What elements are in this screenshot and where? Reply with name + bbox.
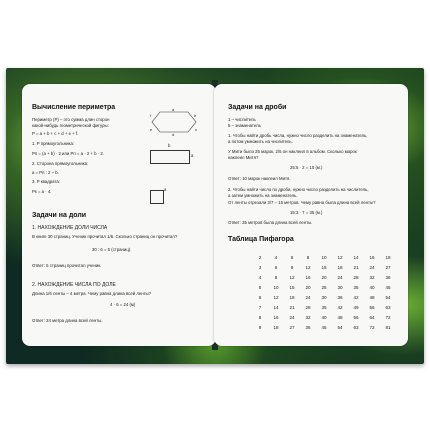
table-row (252, 292, 396, 302)
table-cell: 54 (385, 294, 391, 300)
table-cell: 28 (305, 304, 311, 310)
perimeter-line: 2. Сторона прямоугольника: (32, 161, 89, 166)
table-cell: 36 (337, 294, 343, 300)
table-cell: 20 (321, 274, 327, 280)
table-cell: 27 (385, 264, 391, 270)
fractions-rule: 1. Чтобы найти дробь числа, нужно число разделить на знаменатель, (228, 133, 368, 138)
table-cell: 4 (258, 274, 262, 280)
fractions-line: 5 – знаменатель (228, 123, 261, 128)
hex-label: d (172, 132, 175, 136)
hex-label: e (150, 127, 153, 132)
table-cell: 27 (289, 324, 295, 330)
table-cell: 30 (321, 294, 327, 300)
table-cell: 45 (385, 284, 391, 290)
perimeter-formula: Pк = a · 4. (32, 189, 52, 194)
table-cell: 21 (353, 264, 359, 270)
table-cell: 20 (305, 284, 311, 290)
pythagoras-table (252, 252, 396, 332)
table-row (252, 302, 396, 312)
table-cell: 56 (353, 314, 359, 320)
table-cell: 64 (369, 314, 375, 320)
square-figure (150, 187, 167, 204)
table-cell: 28 (353, 274, 359, 280)
table-cell: 32 (305, 314, 311, 320)
table-cell: 63 (353, 324, 359, 330)
perimeter-line: 1. P прямоугольника: (32, 141, 75, 146)
pythagoras-title: Таблица Пифагора (228, 236, 294, 243)
shares-solution: 30 : 6 = 5 (страниц). (92, 247, 132, 252)
table-cell: 30 (337, 284, 343, 290)
fractions-rule: 2. Чтобы найти число по дроби, нужно число разделить на числитель, (228, 187, 369, 192)
hex-label: a (172, 108, 175, 112)
table-cell: 7 (258, 304, 262, 310)
perimeter-line: какой-нибудь геометрической фигуры: (32, 123, 109, 128)
fractions-line: 1 – числитель (228, 117, 256, 122)
table-cell: 72 (385, 314, 391, 320)
table-cell: 24 (337, 274, 343, 280)
rectangle-figure (150, 150, 190, 164)
table-cell: 36 (385, 274, 391, 280)
table-cell: 48 (337, 314, 343, 320)
fractions-solution: 25:5 · 2 = 10 (м.) (290, 165, 323, 170)
table-cell: 10 (273, 284, 279, 290)
table-cell: 18 (273, 324, 279, 330)
table-row (252, 262, 396, 272)
table-cell: 15 (289, 284, 295, 290)
table-row (252, 312, 396, 322)
table-cell: 6 (290, 254, 294, 260)
table-cell: 40 (321, 314, 327, 320)
table-cell: 5 (258, 284, 262, 290)
perimeter-line: Периметр (P) – это сумма длин сторон (32, 117, 110, 122)
perimeter-line: 3. P квадрата: (32, 179, 60, 184)
table-cell: 12 (273, 294, 279, 300)
hex-label: c (195, 127, 197, 132)
table-cell: 10 (321, 254, 327, 260)
shares-problem: Длина 1/6 ленты – 4 метра. Чему равна длина всей ленты? (32, 291, 152, 296)
fractions-rule: а затем умножить на знаменатель. (228, 193, 298, 198)
table-cell: 8 (306, 254, 310, 260)
table-cell: 9 (258, 324, 262, 330)
table-cell: 15 (321, 264, 327, 270)
perimeter-formula: Pп = (a + b) · 2 или Pп = a · 2 + b · 2. (32, 151, 104, 156)
table-cell: 24 (289, 314, 295, 320)
fractions-solution: 15:3 · 7 = 35 (м.) (290, 210, 323, 215)
hex-label: b (194, 113, 197, 118)
table-cell: 72 (369, 324, 375, 330)
shares-heading: 1. НАХОЖДЕНИЕ ДОЛИ ЧИСЛА (32, 225, 108, 231)
perimeter-title: Вычисление периметра (32, 104, 116, 111)
shares-title: Задачи на доли (32, 212, 87, 219)
table-cell: 24 (369, 264, 375, 270)
table-cell: 25 (321, 284, 327, 290)
shares-answer: Ответ: 5 страниц прочитал ученик. (32, 263, 102, 268)
table-cell: 14 (273, 304, 279, 310)
table-cell: 8 (274, 274, 278, 280)
table-cell: 40 (369, 284, 375, 290)
table-cell: 48 (369, 294, 375, 300)
shares-solution: 4 · 6 = 24 (м) (110, 302, 136, 307)
perimeter-formula: a = Pп : 2 – b. (32, 170, 59, 175)
table-cell: 49 (353, 304, 359, 310)
perimeter-formula: P = a + b + c + d + e + f. (32, 131, 79, 136)
table-cell: 36 (305, 324, 311, 330)
left-page (22, 84, 216, 346)
right-page (214, 84, 408, 346)
rect-label: a (191, 153, 194, 158)
table-cell: 12 (337, 254, 343, 260)
table-cell: 6 (258, 294, 262, 300)
table-cell: 81 (385, 324, 391, 330)
table-cell: 45 (321, 324, 327, 330)
fractions-answer: Ответ: 35 метров была длина всей ленты. (228, 220, 313, 225)
table-cell: 54 (337, 324, 343, 330)
table-cell: 8 (258, 314, 262, 320)
table-row (252, 272, 396, 282)
shares-problem: В книге 30 страниц. Ученик прочитал 1/6. Сколько страниц он прочитал? (32, 234, 178, 239)
table-cell: 21 (289, 304, 295, 310)
table-cell: 24 (305, 294, 311, 300)
fractions-problem: У Мити было 25 марок. 2/5 он наклеил в альбом. Сколько марок (228, 149, 357, 154)
table-cell: 63 (385, 304, 391, 310)
fractions-problem: От ленты отрезали 3/7 – 15 метров. Чему равна была длина всей ленты? (228, 200, 376, 205)
table-cell: 42 (353, 294, 359, 300)
table-cell: 35 (353, 284, 359, 290)
fractions-problem: наклеил Митя? (228, 155, 259, 160)
fractions-title: Задачи на дроби (228, 104, 287, 111)
table-cell: 12 (289, 274, 295, 280)
shares-heading: 2. НАХОЖДЕНИЕ ЧИСЛА ПО ДОЛЕ (32, 282, 116, 288)
table-cell: 9 (290, 264, 294, 270)
table-cell: 18 (385, 254, 391, 260)
table-cell: 35 (321, 304, 327, 310)
table-cell: 56 (369, 304, 375, 310)
table-cell: 32 (369, 274, 375, 280)
table-cell: 18 (337, 264, 343, 270)
table-cell: 12 (305, 264, 311, 270)
fractions-answer: Ответ: 10 марок наклеил Митя. (228, 176, 291, 181)
table-row (252, 322, 396, 332)
shares-answer: Ответ: 24 метра длина всей ленты. (32, 318, 103, 323)
table-cell: 16 (305, 274, 311, 280)
table-cell: 2 (258, 254, 262, 260)
rect-label: b (168, 143, 171, 148)
table-cell: 3 (258, 264, 262, 270)
table-cell: 6 (274, 264, 278, 270)
table-row (252, 252, 396, 262)
hex-label: f (150, 113, 152, 118)
table-cell: 42 (337, 304, 343, 310)
hexagon-figure (148, 108, 202, 136)
table-cell: 18 (289, 294, 295, 300)
table-cell: 16 (369, 254, 375, 260)
fractions-rule: а потом умножить на числитель. (228, 139, 293, 144)
table-cell: 4 (274, 254, 278, 260)
table-cell: 14 (353, 254, 359, 260)
table-row (252, 282, 396, 292)
square-label: a (164, 187, 167, 192)
table-cell: 16 (273, 314, 279, 320)
